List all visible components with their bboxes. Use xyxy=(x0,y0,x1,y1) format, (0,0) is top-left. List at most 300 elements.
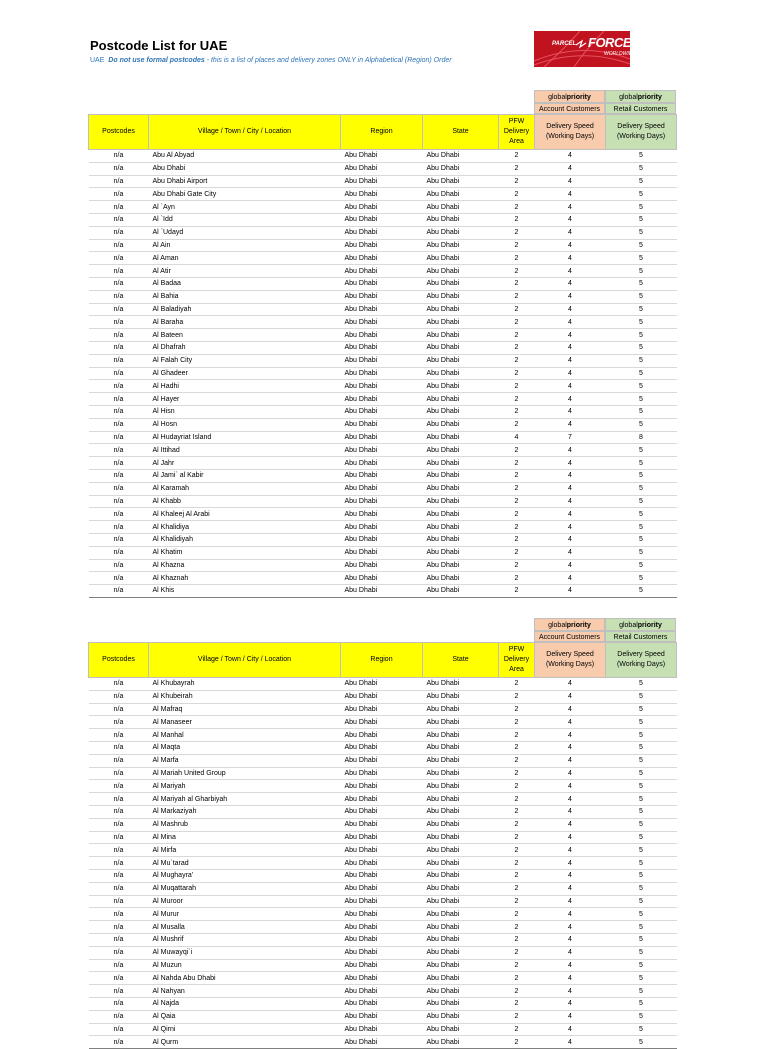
postcode-cell: n/a xyxy=(89,380,149,393)
location-cell: Al Baladiyah xyxy=(149,303,341,316)
state-cell: Abu Dhabi xyxy=(423,418,499,431)
state-cell: Abu Dhabi xyxy=(423,585,499,598)
location-cell: Al Manaseer xyxy=(149,716,341,729)
pfw-area-cell: 2 xyxy=(499,341,535,354)
table-row xyxy=(89,767,677,780)
state-cell: Abu Dhabi xyxy=(423,175,499,188)
state-cell: Abu Dhabi xyxy=(423,380,499,393)
pfw-area-cell: 2 xyxy=(499,780,535,793)
account-speed-cell: 4 xyxy=(535,175,606,188)
postcode-cell: n/a xyxy=(89,690,149,703)
location-cell: Al Murur xyxy=(149,908,341,921)
state-cell: Abu Dhabi xyxy=(423,767,499,780)
retail-speed-cell: 5 xyxy=(606,265,677,278)
account-speed-cell: 7 xyxy=(535,431,606,444)
location-cell: Al Qaia xyxy=(149,1010,341,1023)
postcode-cell: n/a xyxy=(89,882,149,895)
location-cell: Al Falah City xyxy=(149,354,341,367)
region-cell: Abu Dhabi xyxy=(341,341,423,354)
region-cell: Abu Dhabi xyxy=(341,354,423,367)
postcode-cell: n/a xyxy=(89,895,149,908)
table-row xyxy=(89,303,677,316)
region-cell: Abu Dhabi xyxy=(341,818,423,831)
account-speed-cell: 4 xyxy=(535,354,606,367)
col-pfw-delivery-area: PFW Delivery Area xyxy=(499,115,535,150)
state-cell: Abu Dhabi xyxy=(423,572,499,585)
col-account-delivery-speed: Delivery Speed (Working Days) xyxy=(535,643,606,678)
pfw-area-cell: 2 xyxy=(499,1023,535,1036)
account-speed-cell: 4 xyxy=(535,844,606,857)
postcode-table-2 xyxy=(88,642,677,1049)
table-row xyxy=(89,959,677,972)
pfw-area-cell: 2 xyxy=(499,175,535,188)
state-cell: Abu Dhabi xyxy=(423,818,499,831)
location-cell: Al Ghadeer xyxy=(149,367,341,380)
pfw-area-cell: 2 xyxy=(499,946,535,959)
logo-worldwide-text: WORLDWIDE xyxy=(604,51,636,57)
table-row xyxy=(89,495,677,508)
table-row xyxy=(89,972,677,985)
account-speed-cell: 4 xyxy=(535,252,606,265)
retail-speed-cell: 5 xyxy=(606,741,677,754)
logo-parcel-text: PARCEL xyxy=(552,41,577,47)
state-cell: Abu Dhabi xyxy=(423,959,499,972)
retail-speed-cell: 5 xyxy=(606,201,677,214)
location-cell: Al Baraha xyxy=(149,316,341,329)
pfw-area-cell: 2 xyxy=(499,985,535,998)
state-cell: Abu Dhabi xyxy=(423,533,499,546)
retail-speed-cell: 5 xyxy=(606,213,677,226)
retail-speed-cell: 5 xyxy=(606,895,677,908)
postcode-cell: n/a xyxy=(89,277,149,290)
state-cell: Abu Dhabi xyxy=(423,457,499,470)
location-cell: Al Mashrub xyxy=(149,818,341,831)
account-speed-cell: 4 xyxy=(535,495,606,508)
table-row xyxy=(89,533,677,546)
state-cell: Abu Dhabi xyxy=(423,690,499,703)
table-row xyxy=(89,393,677,406)
pfw-area-cell: 2 xyxy=(499,754,535,767)
pfw-area-cell: 2 xyxy=(499,793,535,806)
retail-speed-cell: 5 xyxy=(606,805,677,818)
region-cell: Abu Dhabi xyxy=(341,585,423,598)
location-cell: Al Musalla xyxy=(149,921,341,934)
state-cell: Abu Dhabi xyxy=(423,729,499,742)
region-cell: Abu Dhabi xyxy=(341,844,423,857)
region-cell: Abu Dhabi xyxy=(341,367,423,380)
col-state: State xyxy=(423,643,499,678)
table-row xyxy=(89,521,677,534)
pfw-area-cell: 2 xyxy=(499,367,535,380)
location-cell: Al Mu`tarad xyxy=(149,857,341,870)
pfw-area-cell: 2 xyxy=(499,933,535,946)
pfw-area-cell: 2 xyxy=(499,508,535,521)
retail-speed-cell: 5 xyxy=(606,316,677,329)
state-cell: Abu Dhabi xyxy=(423,703,499,716)
account-speed-cell: 4 xyxy=(535,201,606,214)
location-cell: Al Hudayriat Island xyxy=(149,431,341,444)
account-speed-cell: 4 xyxy=(535,393,606,406)
account-speed-cell: 4 xyxy=(535,482,606,495)
postcode-cell: n/a xyxy=(89,175,149,188)
postcode-cell: n/a xyxy=(89,290,149,303)
state-cell: Abu Dhabi xyxy=(423,1010,499,1023)
account-speed-cell: 4 xyxy=(535,793,606,806)
state-cell: Abu Dhabi xyxy=(423,869,499,882)
postcode-cell: n/a xyxy=(89,805,149,818)
retail-speed-cell: 5 xyxy=(606,780,677,793)
retail-speed-cell: 5 xyxy=(606,469,677,482)
state-cell: Abu Dhabi xyxy=(423,495,499,508)
location-cell: Al Mariyah al Gharbiyah xyxy=(149,793,341,806)
location-cell: Al Khazna xyxy=(149,559,341,572)
table-row xyxy=(89,780,677,793)
location-cell: Al `Ayn xyxy=(149,201,341,214)
account-speed-cell: 4 xyxy=(535,572,606,585)
table-row xyxy=(89,1010,677,1023)
pfw-area-cell: 2 xyxy=(499,908,535,921)
account-speed-cell: 4 xyxy=(535,508,606,521)
account-speed-cell: 4 xyxy=(535,521,606,534)
table-row xyxy=(89,354,677,367)
table-row xyxy=(89,741,677,754)
retail-speed-cell: 5 xyxy=(606,857,677,870)
account-speed-cell: 4 xyxy=(535,226,606,239)
account-speed-cell: 4 xyxy=(535,818,606,831)
region-cell: Abu Dhabi xyxy=(341,895,423,908)
table-row xyxy=(89,469,677,482)
postcode-cell: n/a xyxy=(89,1036,149,1049)
state-cell: Abu Dhabi xyxy=(423,1023,499,1036)
region-cell: Abu Dhabi xyxy=(341,329,423,342)
state-cell: Abu Dhabi xyxy=(423,895,499,908)
retail-speed-cell: 5 xyxy=(606,1023,677,1036)
account-speed-cell: 4 xyxy=(535,780,606,793)
state-cell: Abu Dhabi xyxy=(423,444,499,457)
retail-speed-cell: 5 xyxy=(606,380,677,393)
account-customers-label: Account Customers xyxy=(534,631,605,642)
state-cell: Abu Dhabi xyxy=(423,303,499,316)
pfw-area-cell: 2 xyxy=(499,869,535,882)
pfw-area-cell: 2 xyxy=(499,521,535,534)
location-cell: Abu Dhabi Gate City xyxy=(149,188,341,201)
state-cell: Abu Dhabi xyxy=(423,150,499,163)
account-speed-cell: 4 xyxy=(535,985,606,998)
table-row xyxy=(89,380,677,393)
postcode-cell: n/a xyxy=(89,767,149,780)
region-cell: Abu Dhabi xyxy=(341,380,423,393)
region-cell: Abu Dhabi xyxy=(341,793,423,806)
region-cell: Abu Dhabi xyxy=(341,239,423,252)
account-speed-cell: 4 xyxy=(535,857,606,870)
table-row xyxy=(89,857,677,870)
location-cell: Abu Dhabi xyxy=(149,162,341,175)
region-cell: Abu Dhabi xyxy=(341,690,423,703)
state-cell: Abu Dhabi xyxy=(423,521,499,534)
account-speed-cell: 4 xyxy=(535,908,606,921)
postcode-cell: n/a xyxy=(89,431,149,444)
table-row xyxy=(89,162,677,175)
postcode-cell: n/a xyxy=(89,444,149,457)
state-cell: Abu Dhabi xyxy=(423,805,499,818)
pfw-area-cell: 2 xyxy=(499,303,535,316)
location-cell: Al Hosn xyxy=(149,418,341,431)
postcode-cell: n/a xyxy=(89,585,149,598)
postcode-cell: n/a xyxy=(89,188,149,201)
pfw-area-cell: 2 xyxy=(499,959,535,972)
state-cell: Abu Dhabi xyxy=(423,265,499,278)
retail-speed-cell: 5 xyxy=(606,457,677,470)
account-speed-cell: 4 xyxy=(535,869,606,882)
postcode-cell: n/a xyxy=(89,831,149,844)
state-cell: Abu Dhabi xyxy=(423,354,499,367)
location-cell: Al Mariah United Group xyxy=(149,767,341,780)
table-row xyxy=(89,818,677,831)
postcode-cell: n/a xyxy=(89,457,149,470)
retail-customers-label: Retail Customers xyxy=(605,631,676,642)
state-cell: Abu Dhabi xyxy=(423,341,499,354)
pfw-area-cell: 2 xyxy=(499,546,535,559)
location-cell: Al Dhafrah xyxy=(149,341,341,354)
postcode-cell: n/a xyxy=(89,678,149,691)
location-cell: Al Ain xyxy=(149,239,341,252)
table-1-body xyxy=(89,150,677,598)
table-row xyxy=(89,482,677,495)
postcode-cell: n/a xyxy=(89,818,149,831)
retail-speed-cell: 5 xyxy=(606,869,677,882)
region-cell: Abu Dhabi xyxy=(341,997,423,1010)
location-cell: Al Maqta xyxy=(149,741,341,754)
table-row xyxy=(89,933,677,946)
table-row xyxy=(89,213,677,226)
location-cell: Al Khatim xyxy=(149,546,341,559)
account-speed-cell: 4 xyxy=(535,1036,606,1049)
retail-speed-cell: 5 xyxy=(606,678,677,691)
retail-speed-cell: 5 xyxy=(606,277,677,290)
retail-speed-cell: 5 xyxy=(606,818,677,831)
region-cell: Abu Dhabi xyxy=(341,1023,423,1036)
table-row xyxy=(89,869,677,882)
pfw-area-cell: 2 xyxy=(499,162,535,175)
table-row xyxy=(89,908,677,921)
retail-customers-label: Retail Customers xyxy=(605,103,676,114)
pfw-area-cell: 2 xyxy=(499,277,535,290)
account-speed-cell: 4 xyxy=(535,418,606,431)
postcode-cell: n/a xyxy=(89,316,149,329)
pfw-area-cell: 2 xyxy=(499,316,535,329)
pfw-area-cell: 2 xyxy=(499,882,535,895)
retail-speed-cell: 5 xyxy=(606,444,677,457)
pfw-area-cell: 2 xyxy=(499,805,535,818)
state-cell: Abu Dhabi xyxy=(423,997,499,1010)
location-cell: Al Karamah xyxy=(149,482,341,495)
location-cell: Al Muqattarah xyxy=(149,882,341,895)
table-row xyxy=(89,729,677,742)
region-cell: Abu Dhabi xyxy=(341,252,423,265)
pfw-area-cell: 4 xyxy=(499,431,535,444)
retail-speed-cell: 5 xyxy=(606,482,677,495)
region-cell: Abu Dhabi xyxy=(341,444,423,457)
postcode-cell: n/a xyxy=(89,469,149,482)
region-cell: Abu Dhabi xyxy=(341,741,423,754)
account-speed-cell: 4 xyxy=(535,690,606,703)
table-row xyxy=(89,226,677,239)
pfw-area-cell: 2 xyxy=(499,921,535,934)
retail-speed-cell: 5 xyxy=(606,559,677,572)
pfw-area-cell: 2 xyxy=(499,393,535,406)
postcode-cell: n/a xyxy=(89,213,149,226)
table-row xyxy=(89,946,677,959)
postcode-cell: n/a xyxy=(89,844,149,857)
state-cell: Abu Dhabi xyxy=(423,857,499,870)
retail-speed-cell: 5 xyxy=(606,329,677,342)
account-speed-cell: 4 xyxy=(535,1023,606,1036)
state-cell: Abu Dhabi xyxy=(423,277,499,290)
location-cell: Al `Udayd xyxy=(149,226,341,239)
retail-speed-cell: 5 xyxy=(606,844,677,857)
pfw-area-cell: 2 xyxy=(499,226,535,239)
pfw-area-cell: 2 xyxy=(499,895,535,908)
location-cell: Al Khalidiya xyxy=(149,521,341,534)
pfw-area-cell: 2 xyxy=(499,201,535,214)
account-speed-cell: 4 xyxy=(535,380,606,393)
location-cell: Al Mushrif xyxy=(149,933,341,946)
location-cell: Al Qurm xyxy=(149,1036,341,1049)
state-cell: Abu Dhabi xyxy=(423,546,499,559)
postcode-cell: n/a xyxy=(89,729,149,742)
table-row xyxy=(89,367,677,380)
postcode-table-1 xyxy=(88,114,677,598)
retail-speed-cell: 5 xyxy=(606,985,677,998)
retail-speed-cell: 5 xyxy=(606,921,677,934)
region-cell: Abu Dhabi xyxy=(341,933,423,946)
postcode-cell: n/a xyxy=(89,533,149,546)
account-speed-cell: 4 xyxy=(535,533,606,546)
account-speed-cell: 4 xyxy=(535,405,606,418)
region-cell: Abu Dhabi xyxy=(341,290,423,303)
account-speed-cell: 4 xyxy=(535,997,606,1010)
table-row xyxy=(89,431,677,444)
retail-speed-cell: 5 xyxy=(606,495,677,508)
retail-speed-cell: 5 xyxy=(606,831,677,844)
region-cell: Abu Dhabi xyxy=(341,921,423,934)
table-row xyxy=(89,754,677,767)
table-row xyxy=(89,559,677,572)
postcode-cell: n/a xyxy=(89,482,149,495)
account-speed-cell: 4 xyxy=(535,585,606,598)
retail-speed-cell: 5 xyxy=(606,972,677,985)
retail-speed-cell: 5 xyxy=(606,418,677,431)
table-row xyxy=(89,239,677,252)
postcode-cell: n/a xyxy=(89,1023,149,1036)
pfw-area-cell: 2 xyxy=(499,741,535,754)
region-cell: Abu Dhabi xyxy=(341,716,423,729)
state-cell: Abu Dhabi xyxy=(423,213,499,226)
col-retail-delivery-speed: Delivery Speed (Working Days) xyxy=(606,643,677,678)
state-cell: Abu Dhabi xyxy=(423,741,499,754)
account-speed-cell: 4 xyxy=(535,444,606,457)
region-cell: Abu Dhabi xyxy=(341,780,423,793)
state-cell: Abu Dhabi xyxy=(423,508,499,521)
location-cell: Al Jami` al Kabir xyxy=(149,469,341,482)
pfw-area-cell: 2 xyxy=(499,239,535,252)
region-cell: Abu Dhabi xyxy=(341,303,423,316)
postcode-cell: n/a xyxy=(89,162,149,175)
table-row xyxy=(89,793,677,806)
state-cell: Abu Dhabi xyxy=(423,559,499,572)
location-cell: Al Mina xyxy=(149,831,341,844)
col-region: Region xyxy=(341,115,423,150)
region-cell: Abu Dhabi xyxy=(341,767,423,780)
location-cell: Al Jahr xyxy=(149,457,341,470)
region-cell: Abu Dhabi xyxy=(341,418,423,431)
postcode-cell: n/a xyxy=(89,572,149,585)
region-cell: Abu Dhabi xyxy=(341,521,423,534)
region-cell: Abu Dhabi xyxy=(341,908,423,921)
postcode-cell: n/a xyxy=(89,716,149,729)
account-speed-cell: 4 xyxy=(535,469,606,482)
table-row xyxy=(89,290,677,303)
postcode-cell: n/a xyxy=(89,857,149,870)
location-cell: Al Khalidiyah xyxy=(149,533,341,546)
retail-speed-cell: 5 xyxy=(606,946,677,959)
pfw-area-cell: 2 xyxy=(499,818,535,831)
region-cell: Abu Dhabi xyxy=(341,469,423,482)
table-row xyxy=(89,188,677,201)
pfw-area-cell: 2 xyxy=(499,252,535,265)
region-cell: Abu Dhabi xyxy=(341,508,423,521)
account-speed-cell: 4 xyxy=(535,741,606,754)
account-speed-cell: 4 xyxy=(535,329,606,342)
table-row xyxy=(89,1023,677,1036)
account-speed-cell: 4 xyxy=(535,546,606,559)
state-cell: Abu Dhabi xyxy=(423,933,499,946)
pfw-area-cell: 2 xyxy=(499,767,535,780)
table-row xyxy=(89,546,677,559)
location-cell: Abu Dhabi Airport xyxy=(149,175,341,188)
account-speed-cell: 4 xyxy=(535,559,606,572)
retail-speed-cell: 5 xyxy=(606,521,677,534)
pfw-area-cell: 2 xyxy=(499,329,535,342)
postcode-cell: n/a xyxy=(89,201,149,214)
retail-speed-cell: 5 xyxy=(606,508,677,521)
region-cell: Abu Dhabi xyxy=(341,831,423,844)
table-row xyxy=(89,329,677,342)
table-row xyxy=(89,882,677,895)
location-cell: Al Marfa xyxy=(149,754,341,767)
col-postcodes: Postcodes xyxy=(89,115,149,150)
region-cell: Abu Dhabi xyxy=(341,495,423,508)
postcode-cell: n/a xyxy=(89,793,149,806)
region-cell: Abu Dhabi xyxy=(341,959,423,972)
region-cell: Abu Dhabi xyxy=(341,431,423,444)
postcode-cell: n/a xyxy=(89,869,149,882)
col-region: Region xyxy=(341,643,423,678)
location-cell: Al Qirni xyxy=(149,1023,341,1036)
table-2-body xyxy=(89,678,677,1049)
region-cell: Abu Dhabi xyxy=(341,882,423,895)
col-account-delivery-speed: Delivery Speed (Working Days) xyxy=(535,115,606,150)
state-cell: Abu Dhabi xyxy=(423,946,499,959)
location-cell: Abu Al Abyad xyxy=(149,150,341,163)
retail-speed-cell: 5 xyxy=(606,908,677,921)
account-speed-cell: 4 xyxy=(535,933,606,946)
region-cell: Abu Dhabi xyxy=(341,946,423,959)
pfw-area-cell: 2 xyxy=(499,188,535,201)
page-subtitle xyxy=(90,57,452,64)
pfw-area-cell: 2 xyxy=(499,703,535,716)
pfw-area-cell: 2 xyxy=(499,716,535,729)
